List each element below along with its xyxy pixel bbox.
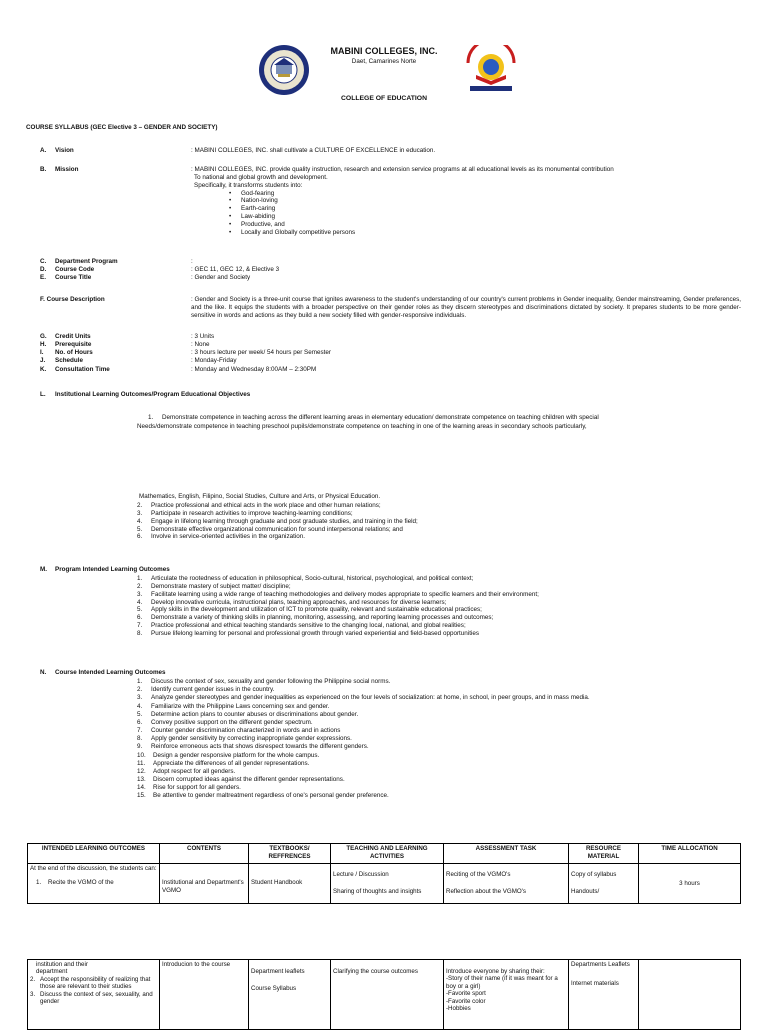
pilo-item-text: Develop innovative curricula, instructional plans, teaching approaches, and resources for diverse learners; [151,598,447,606]
info-letter: H. [40,341,47,348]
cilo-item-text: Be attentive to gender maltreatment regardless of one's personal gender preference. [153,792,389,800]
info-letter: D. [40,266,47,273]
table-row [28,960,741,1030]
ilo-item [137,510,697,518]
cilo-item-number: 8. [137,735,143,743]
ilo-continued-text: department [36,968,68,976]
resource-text: Copy of syllabus [571,871,617,878]
course-description-value: : Gender and Society is a three-unit course that ignites awareness to the student's understanding of our country's current problems in Gender inequality, Gender mainstreaming, Gender preferences, and the like. It equips the students with a broader perspective on their gender roles as they discern stereotypes and discriminations dictated by society. It prepares students to be more gender-sensitive in words and actions as they build a new society filled with gender-responsive individuals. [191,296,741,319]
reference-text: Student Handbook [251,879,303,886]
col-header-contents: CONTENTS [160,844,249,864]
pilo-item-number: 4. [137,598,143,606]
cilo-list [137,678,727,801]
cilo-item-text: Determine action plans to counter abuses or discriminations about gender. [151,710,359,718]
assessment-text: Reflection about the VGMO's [446,887,526,895]
cilo-item [137,727,727,735]
reference-text: Course Syllabus [251,984,297,992]
cilo-item-number: 1. [137,678,143,685]
info-value: : None [191,341,210,348]
cilo-item [137,784,727,792]
college-name: COLLEGE OF EDUCATION [341,95,427,102]
cilo-item-number: 2. [137,686,143,694]
info-letter: J. [40,357,46,364]
ilo-item-text: Involve in service-oriented activities in the organization. [151,533,306,541]
mission-letter: B. [40,166,47,173]
cilo-item [137,768,727,776]
ilo-item-text: Participate in research activities to improve teaching-learning conditions; [151,509,353,517]
ilo-item [137,502,697,510]
info-label: No. of Hours [55,349,93,356]
pilo-item-number: 8. [137,630,143,638]
cilo-item-number: 4. [137,702,143,710]
content-text: Institutional and Department's VGMO [162,879,244,894]
college-of-education-logo [462,45,520,93]
pilo-item-text: Practice professional and ethical teaching standards sensitive to the changing local, national, and global realities; [151,622,466,630]
pilo-item-number: 1. [137,575,143,582]
cilo-item-text: Identify current gender issues in the country. [151,686,275,694]
info-label: Consultation Time [55,366,110,373]
info-label: Course Code [55,266,95,273]
pilo-item [137,614,727,622]
cilo-item-number: 13. [137,776,146,784]
cell-time [639,864,741,904]
ilo-sub-text: Discuss the context of sex, sexuality, and gender [40,990,153,1006]
pilo-item-text: Articulate the rootedness of education in philosophical, Socio-cultural, historical, psychological, and political context; [151,575,474,582]
resource-text: Internet materials [571,980,619,988]
ilo-sub-list [30,976,157,1006]
assessment-text: -Favorite sport [446,990,486,998]
mission-value [191,166,741,237]
activity-text: Sharing of thoughts and insights [333,887,422,895]
info-value: : 3 hours lecture per week/ 54 hours per Semester [191,349,332,356]
cell-assessment [444,864,569,904]
pilo-item-text: Demonstrate a variety of thinking skills in planning, monitoring, assessing, and reporting learning processes and outcomes; [151,614,494,622]
ilo-item-number: 4. [137,517,143,525]
mission-line-1: : MABINI COLLEGES, INC. provide quality instruction, research and extension service programs at all educational levels as its monumental contribution [191,166,614,173]
ilo-label: Institutional Learning Outcomes/Program Educational Objectives [55,391,251,398]
ilo-item-number: 2. [137,502,143,509]
pilo-item-text: Facilitate learning using a wide range of teaching methodologies and delivery modes appropriate to specific learners and their environment; [151,590,539,598]
pilo-label: Program Intended Learning Outcomes [55,566,170,573]
cilo-item [137,776,727,784]
assessment-text: -Story of their name (if it was meant for a boy or a girl) [446,975,558,990]
mission-bullet: • God-fearing [229,190,741,198]
assessment-text: -Favorite color [446,997,486,1005]
info-label: Schedule [55,357,83,364]
ilo-letter: L. [40,391,46,398]
pilo-item-number: 7. [137,622,143,630]
info-value: : 3 Units [191,333,215,340]
cilo-item [137,678,727,686]
vision-value: : MABINI COLLEGES, INC. shall cultivate a CULTURE OF EXCELLENCE in education. [191,147,436,154]
ilo-continued-text: institution and their [36,961,88,968]
school-name: MABINI COLLEGES, INC. [330,46,438,56]
pilo-item [137,591,727,599]
cilo-item-text: Counter gender discrimination characterized in words and in actions [151,727,341,735]
pilo-letter: M. [40,566,47,573]
cell-activities [331,864,444,904]
ilo-item-number: 6. [137,533,143,541]
pilo-item [137,606,727,614]
cilo-item-number: 11. [137,759,146,767]
cilo-item-text: Reinforce erroneous acts that shows disrespect towards the different genders. [151,743,369,751]
pilo-item-number: 3. [137,590,143,598]
col-header-time: TIME ALLOCATION [639,844,741,864]
mission-line-2: To national and global growth and development. [194,173,328,181]
pilo-item [137,622,727,630]
ilo-item [137,541,697,549]
mission-bullet: • Earth-caring [229,205,741,213]
cell-ilo [28,960,160,1030]
pilo-item-number: 6. [137,614,143,622]
cilo-letter: N. [40,669,47,676]
cilo-item [137,760,727,768]
cilo-item-text: Discern corrupted ideas against the different gender representations. [153,776,345,784]
cilo-item-text: Analyze gender stereotypes and gender inequalities as experienced on the four levels of socialization: at home, in school, in peer groups, and in mass media. [151,694,590,702]
cell-resource [569,960,639,1030]
cilo-item-text: Apply gender sensitivity by correcting inappropriate gender expressions. [151,735,352,743]
ilo-sub-number: 3. [30,990,36,998]
info-label: Course Title [55,274,92,281]
assessment-text: Introduce everyone by sharing their: [446,968,545,975]
cilo-item [137,792,727,800]
pilo-item [137,630,727,638]
cilo-item-number: 5. [137,710,143,718]
cilo-item-number: 9. [137,743,143,751]
cell-time [639,960,741,1030]
pilo-item [137,575,727,583]
ilo-sub-item [30,976,157,991]
cilo-item-text: Rise for support for all genders. [153,784,241,792]
pilo-item-text: Apply skills in the development and utilization of ICT to promote quality, relevant and sustainable educational practices; [151,606,482,614]
resource-text: Handouts/ [571,887,600,895]
mission-bullet: • Law-abiding [229,213,741,221]
ilo-sub-number: 2. [30,975,36,983]
cell-reference [249,864,331,904]
cell-ilo [28,864,160,904]
cilo-item [137,694,727,702]
ilo-item-text: 1. Recite the VGMO of the [36,878,114,886]
pilo-item-number: 5. [137,606,143,614]
info-value: : [191,258,193,265]
ilo-item-1-line-2: Needs/demonstrate competence in teaching preschool pupils/demonstrate competence on teaching in one of the learning areas in secondary schools particularly, [137,423,587,430]
content-text: Introducion to the course [162,961,231,968]
cilo-item-number: 12. [137,767,146,775]
info-label: Credit Units [55,333,91,340]
info-value: : GEC 11, GEC 12, & Elective 3 [191,266,280,273]
cilo-item [137,752,727,760]
col-header-ilo: INTENDED LEARNING OUTCOMES [28,844,160,864]
mission-bullets [229,190,741,237]
pilo-list [137,575,727,638]
ilo-item [137,533,697,541]
pilo-item [137,583,727,591]
col-header-activities: TEACHING AND LEARNING ACTIVITIES [331,844,444,864]
cilo-item [137,686,727,694]
cilo-item-text: Familiarize with the Philippine Laws concerning sex and gender. [151,702,330,710]
ilo-item [137,518,697,526]
info-letter: I. [40,349,44,356]
cilo-item-number: 15. [137,792,146,800]
cilo-item-number: 7. [137,727,143,735]
reference-text: Department leaflets [251,968,305,975]
mission-label: Mission [55,166,79,173]
info-letter: K. [40,366,47,373]
cilo-item [137,711,727,719]
table-row [28,864,741,904]
info-value: : Monday and Wednesday 8:00AM – 2:30PM [191,366,317,373]
cilo-item-text: Discuss the context of sex, sexuality and gender following the Philippine social norms. [151,678,391,685]
cilo-label: Course Intended Learning Outcomes [55,669,166,676]
ilo-intro-text: At the end of the discussion, the students can: [30,865,157,872]
ilo-item-number: 3. [137,509,143,517]
info-letter: C. [40,258,47,265]
ilo-item-text: Practice professional and ethical acts in the work place and other human relations; [151,502,381,509]
assessment-text: Reciting of the VGMO's [446,871,511,878]
ilo-list [137,502,697,549]
assessment-text: -Hobbies [446,1005,471,1013]
syllabus-table-page-2 [27,959,741,1030]
mission-bullet: • Productive, and [229,221,741,229]
activity-text: Clarifying the course outcomes [333,968,418,975]
time-text: 3 hours [679,879,700,887]
ilo-item-text: Demonstrate effective organizational communication for sound interpersonal relations; and [151,525,403,533]
info-value: : Gender and Society [191,274,251,281]
ilo-item [137,526,697,534]
cell-assessment [444,960,569,1030]
pilo-item-text: Pursue lifelong learning for personal and professional growth through varied experiential and field-based opportunities [151,630,479,638]
cell-content [160,960,249,1030]
resource-text: Departments Leaflets [571,961,630,968]
ilo-item-text: Engage in lifelong learning through graduate and post graduate studies, and training in the field; [151,517,418,525]
mission-bullet: • Locally and Globally competitive persons [229,229,741,237]
info-letter: E. [40,274,46,281]
mission-line-3: Specifically, it transforms students into: [194,181,303,189]
pilo-item-number: 2. [137,582,143,590]
ilo-sub-item [30,991,157,1006]
cilo-item-number: 10. [137,751,146,759]
info-label: Prerequisite [55,341,92,348]
cell-resource [569,864,639,904]
mission-bullet: • Nation-loving [229,197,741,205]
syllabus-table-page-1 [27,843,741,904]
pilo-item [137,599,727,607]
cilo-item-text: Adopt respect for all genders. [153,767,236,775]
cilo-item-text: Convey positive support on the different gender spectrum. [151,718,313,726]
cilo-item-text: Appreciate the differences of all gender representations. [153,759,310,767]
activity-text: Lecture / Discussion [333,871,389,878]
cilo-item [137,743,727,751]
course-description-label: F. Course Description [40,296,105,303]
cilo-item-number: 6. [137,718,143,726]
col-header-assessment: ASSESSMENT TASK [444,844,569,864]
cilo-item [137,719,727,727]
cilo-item [137,735,727,743]
col-header-references: TEXTBOOKS/ REFFRENCES [249,844,331,864]
vision-letter: A. [40,147,47,154]
cilo-item-number: 3. [137,694,143,702]
cilo-item-number: 14. [137,784,146,792]
cilo-item-text: Design a gender responsive platform for the whole campus. [153,751,320,759]
pilo-item-text: Demonstrate mastery of subject matter/ discipline; [151,582,291,590]
cell-activities [331,960,444,1030]
cell-content [160,864,249,904]
col-header-resource: RESOURCE MATERIAL [569,844,639,864]
school-location: Daet, Camarines Norte [351,58,417,65]
cilo-item [137,703,727,711]
ilo-item-1-line-1: 1. Demonstrate competence in teaching across the different learning areas in elementary education/ demonstrate competence on teaching children with special [148,414,599,421]
syllabus-title: COURSE SYLLABUS (GEC Elective 3 – GENDER AND SOCIETY) [26,124,218,131]
info-letter: G. [40,333,47,340]
ilo-item-1-line-3: Mathematics, English, Filipino, Social Studies, Culture and Arts, or Physical Education. [139,493,381,500]
ilo-sub-text: Accept the responsibility of realizing that those are relevant to their studies [40,975,151,991]
ilo-item-text [147,541,151,548]
vision-label: Vision [55,147,74,154]
info-label: Department Program [55,258,118,265]
info-value: : Monday-Friday [191,357,237,364]
ilo-item-number: 5. [137,525,143,533]
cell-reference [249,960,331,1030]
